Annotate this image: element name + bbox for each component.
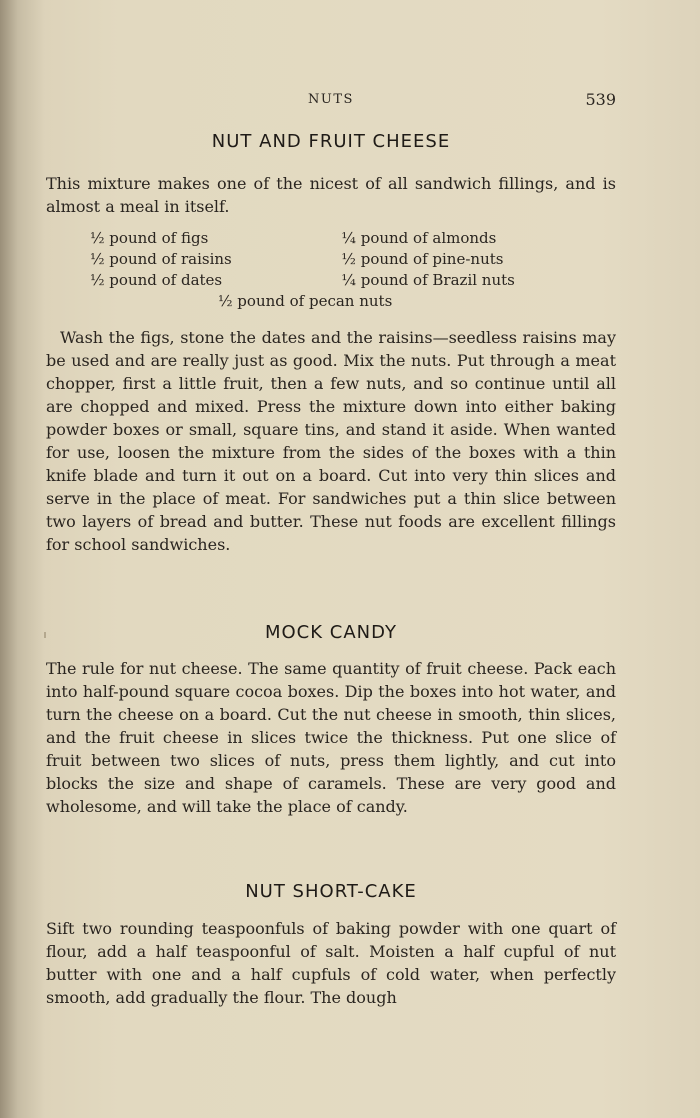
ingredient: ½ pound of dates (90, 271, 223, 289)
section-title-nut-and-fruit-cheese: NUT AND FRUIT CHEESE (211, 131, 451, 152)
section3-text: Sift two rounding teaspoonfuls of baking powder with one quart of flour, add a half teaspoonful of salt. Moisten a half cupful of nut butter with one and a half cupfuls of cold water, when perfectly smooth, add gradually the flour. The dough (46, 919, 616, 1007)
running-head (46, 90, 616, 110)
section1-method: Wash the figs, stone the dates and the raisins—seedless raisins may be used and are really just as good. Mix the nuts. Put through a meat chopper, first a little fruit, then a few nuts, and so continue until all are chopped and mixed. Press the mixture down into either baking powder boxes or small, square tins, and stand it aside. When wanted for use, loosen the mixture from the sides of the boxes with a thin knife blade and turn it out on a board. Cut into very thin slices and serve in the place of meat. For sandwiches put a thin slice between two layers of bread and butter. These nut foods are excellent fillings for school sandwiches. (46, 328, 616, 554)
ingredient-row (90, 249, 570, 270)
ingredient: ¼ pound of almonds (341, 229, 497, 247)
section-title-nut-short-cake: NUT SHORT-CAKE (245, 881, 417, 902)
ingredient: ½ pound of pecan nuts (218, 292, 393, 310)
section1-intro: This mixture makes one of the nicest of all sandwich fillings, and is almost a meal in itself. (46, 174, 616, 216)
ingredient-row (90, 228, 570, 249)
ingredient: ½ pound of figs (90, 229, 209, 247)
ingredient-list (90, 228, 570, 312)
ingredient: ½ pound of pine-nuts (341, 250, 504, 268)
page-number: 539 (585, 90, 616, 109)
section-title-mock-candy: MOCK CANDY (264, 622, 397, 643)
ingredient: ½ pound of raisins (90, 250, 232, 268)
ingredient: ¼ pound of Brazil nuts (341, 271, 515, 289)
section2-text: The rule for nut cheese. The same quantity of fruit cheese. Pack each into half-pound square cocoa boxes. Dip the boxes into hot water, and turn the cheese on a board. Cut the nut cheese in smooth, thin slices, and the fruit cheese in slices twice the thickness. Put one slice of fruit between two slices of nuts, press them lightly, and cut into blocks the size and shape of caramels. These are very good and wholesome, and will take the place of candy. (46, 659, 616, 816)
running-title: NUTS (308, 92, 354, 107)
ingredient-row (90, 270, 570, 291)
